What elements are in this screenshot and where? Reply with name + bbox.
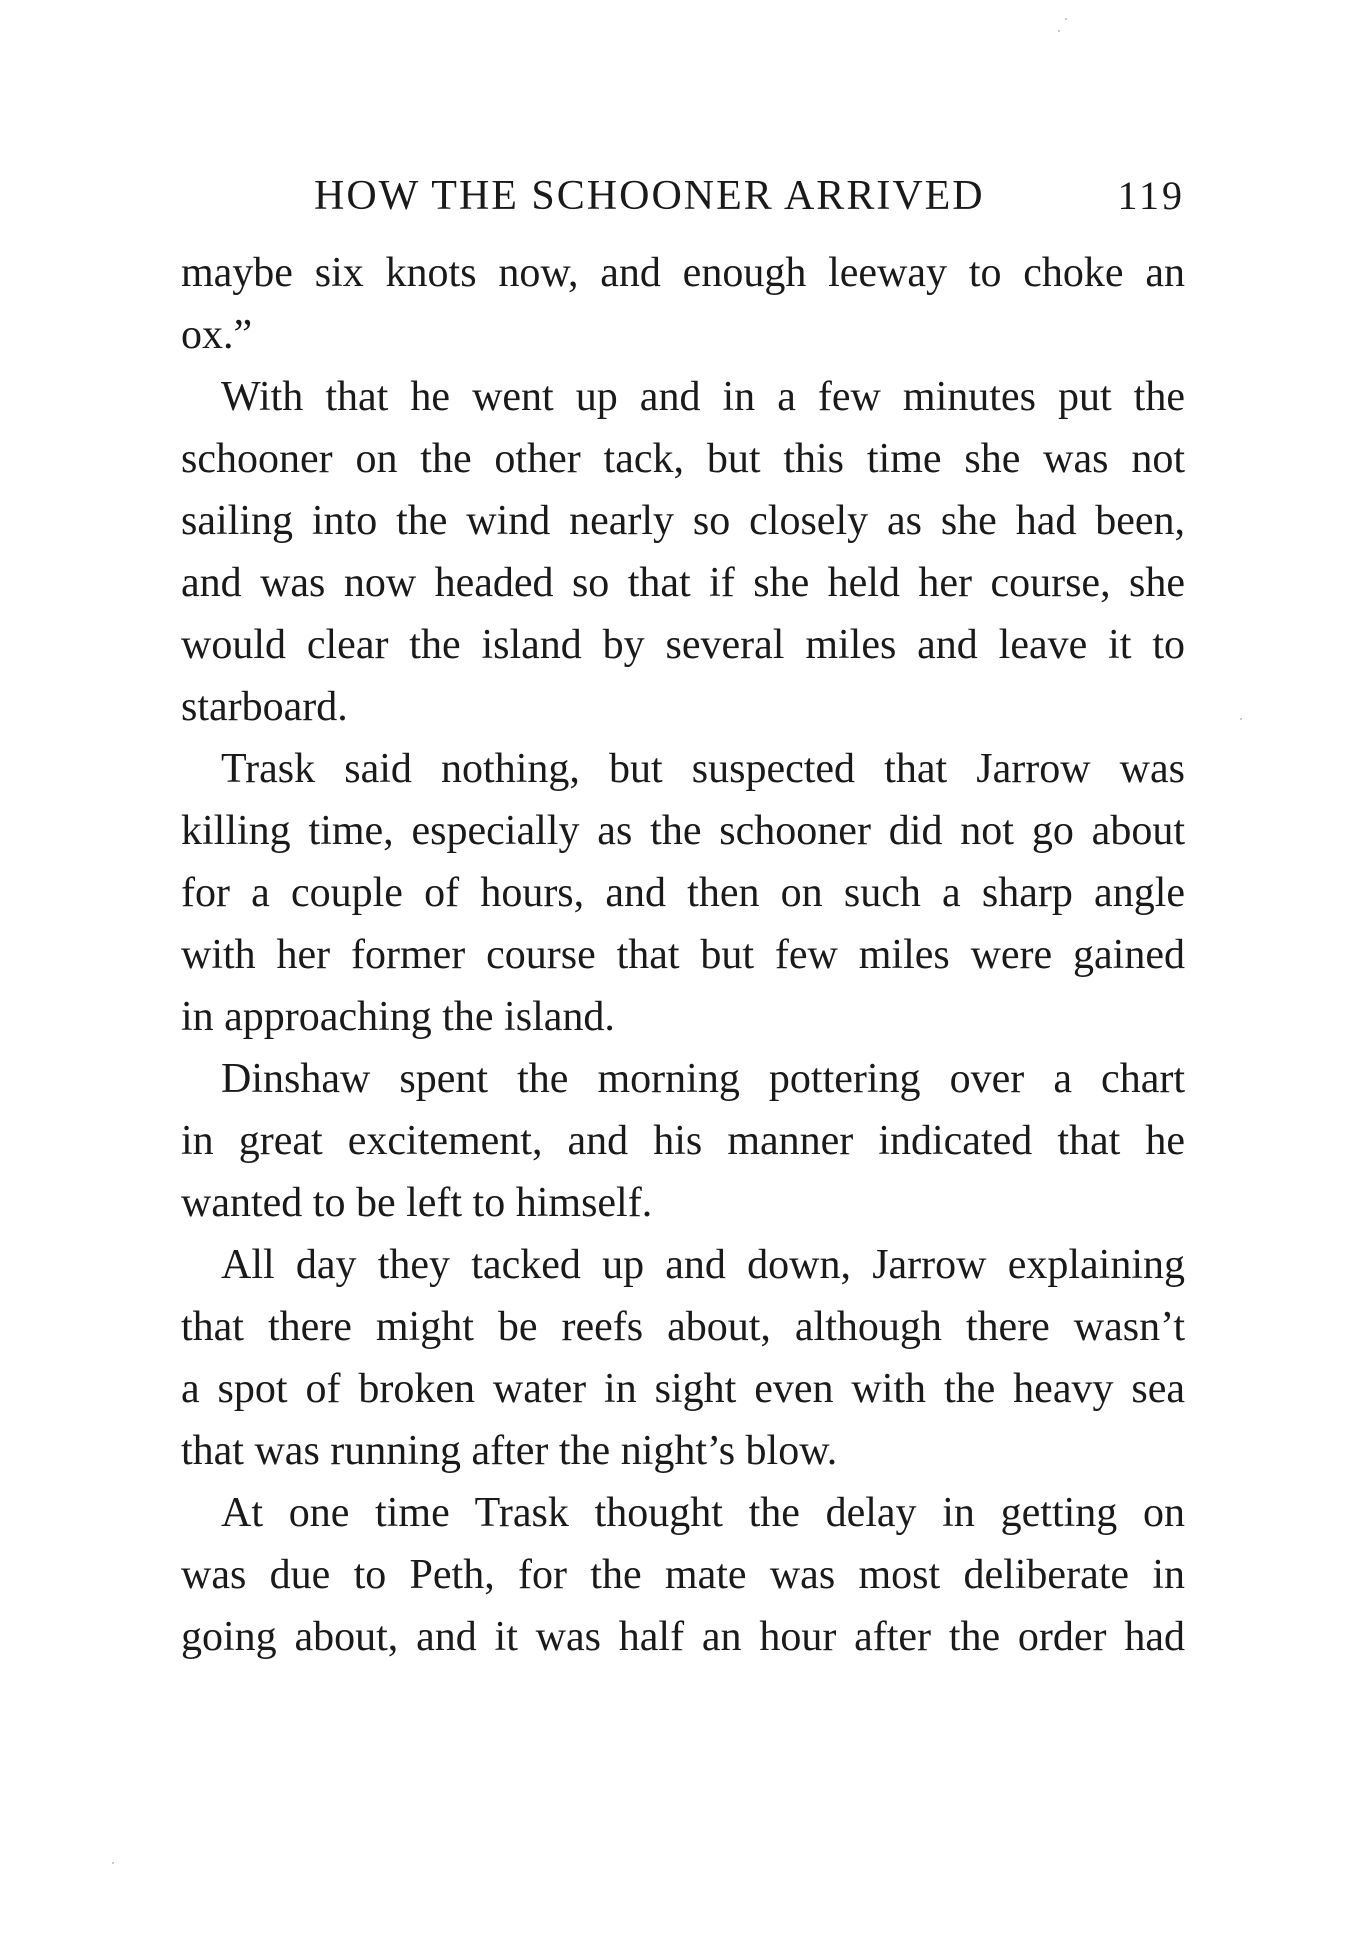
text-line: in great excitement, and his manner indicated that he [181,1118,1185,1164]
text-line: starboard. [181,684,348,730]
text-line: At one time Trask thought the delay in getting on [221,1490,1185,1536]
text-line: sailing into the wind nearly so closely as she had been, [181,498,1185,544]
page-number: 119 [1117,173,1185,218]
text-line: in approaching the island. [181,994,615,1040]
paper-speck [1065,18,1067,20]
body-text [181,242,1185,1668]
text-line: a spot of broken water in sight even with the heavy sea [181,1366,1185,1412]
text-line: With that he went up and in a few minutes put the [221,374,1185,420]
text-line: All day they tacked up and down, Jarrow explaining [221,1242,1185,1288]
text-line: that there might be reefs about, although there wasn’t [181,1304,1185,1350]
paper-speck [112,1862,114,1864]
paper-speck [1240,718,1242,720]
running-head [181,168,1185,224]
text-line: going about, and it was half an hour after the order had [181,1614,1185,1660]
running-title: HOW THE SCHOONER ARRIVED [314,173,985,219]
text-line: schooner on the other tack, but this time she was not [181,436,1185,482]
text-line: for a couple of hours, and then on such a sharp angle [181,870,1185,916]
paper-speck [1058,30,1060,32]
text-line: Dinshaw spent the morning pottering over a chart [221,1056,1185,1102]
text-line: wanted to be left to himself. [181,1180,653,1226]
text-line: that was running after the night’s blow. [181,1428,838,1474]
text-line: would clear the island by several miles and leave it to [181,622,1185,668]
text-line: with her former course that but few miles were gained [181,932,1185,978]
text-line: Trask said nothing, but suspected that Jarrow was [221,746,1185,792]
text-line: killing time, especially as the schooner did not go about [181,808,1185,854]
text-line: maybe six knots now, and enough leeway to choke an [181,250,1185,296]
text-line: was due to Peth, for the mate was most deliberate in [181,1552,1185,1598]
text-line: and was now headed so that if she held her course, she [181,560,1185,606]
text-line: ox.” [181,312,253,358]
